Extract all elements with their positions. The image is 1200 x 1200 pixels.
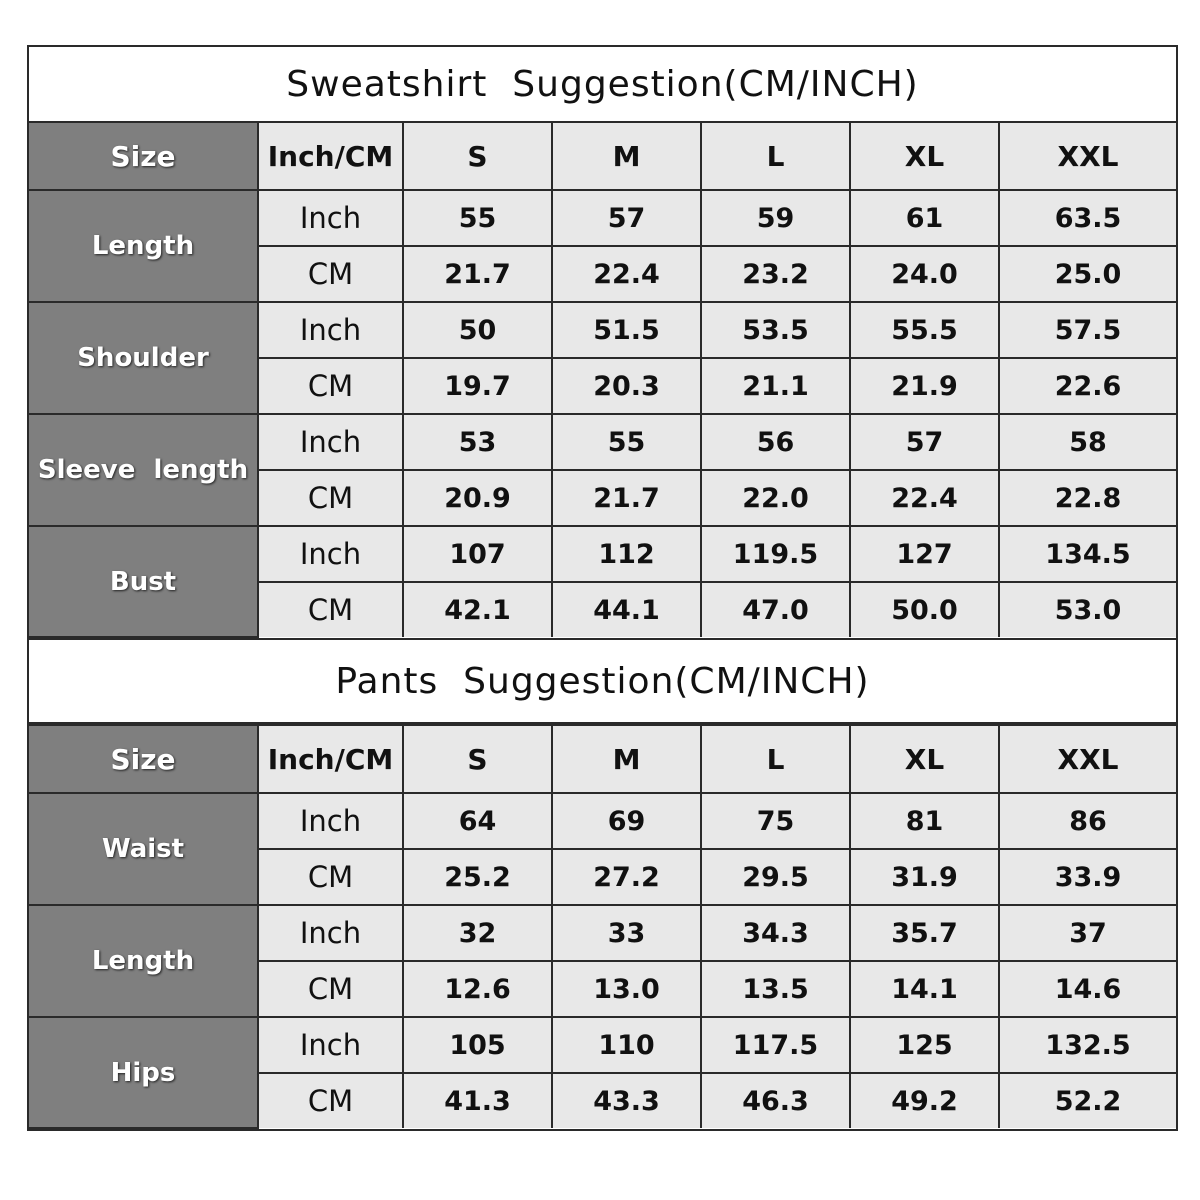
size-column-header: S: [403, 123, 552, 190]
measurement-label: Bust: [29, 526, 258, 637]
unit-label: CM: [258, 849, 403, 905]
value-cell: 55: [403, 190, 552, 246]
value-cell: 117.5: [701, 1017, 850, 1073]
value-cell: 12.6: [403, 961, 552, 1017]
value-cell: 21.9: [850, 358, 999, 414]
pants-table: [29, 724, 1176, 1129]
value-cell: 22.0: [701, 470, 850, 526]
unit-label: Inch: [258, 190, 403, 246]
measurement-label: Sleeve length: [29, 414, 258, 526]
value-cell: 20.9: [403, 470, 552, 526]
value-cell: 22.4: [552, 246, 701, 302]
value-cell: 105: [403, 1017, 552, 1073]
value-cell: 19.7: [403, 358, 552, 414]
value-cell: 57.5: [999, 302, 1176, 358]
value-cell: 75: [701, 793, 850, 849]
value-cell: 53: [403, 414, 552, 470]
table-row: [29, 414, 1176, 470]
size-column-header: M: [552, 123, 701, 190]
table-row: [29, 1017, 1176, 1073]
table-row: [29, 302, 1176, 358]
value-cell: 24.0: [850, 246, 999, 302]
unit-header: Inch/CM: [258, 123, 403, 190]
value-cell: 21.7: [403, 246, 552, 302]
value-cell: 86: [999, 793, 1176, 849]
size-column-header: M: [552, 725, 701, 793]
measurement-label: Hips: [29, 1017, 258, 1128]
value-cell: 33.9: [999, 849, 1176, 905]
unit-label: Inch: [258, 414, 403, 470]
unit-label: Inch: [258, 302, 403, 358]
value-cell: 27.2: [552, 849, 701, 905]
value-cell: 55.5: [850, 302, 999, 358]
value-cell: 81: [850, 793, 999, 849]
unit-label: Inch: [258, 905, 403, 961]
size-column-header: XXL: [999, 725, 1176, 793]
unit-label: CM: [258, 246, 403, 302]
table-row: [29, 526, 1176, 582]
value-cell: 50.0: [850, 582, 999, 637]
value-cell: 31.9: [850, 849, 999, 905]
value-cell: 63.5: [999, 190, 1176, 246]
pants-title: Pants Suggestion(CM/INCH): [29, 638, 1176, 724]
value-cell: 25.2: [403, 849, 552, 905]
value-cell: 57: [552, 190, 701, 246]
value-cell: 32: [403, 905, 552, 961]
value-cell: 49.2: [850, 1073, 999, 1128]
value-cell: 21.7: [552, 470, 701, 526]
measurement-label: Length: [29, 190, 258, 302]
value-cell: 13.5: [701, 961, 850, 1017]
value-cell: 43.3: [552, 1073, 701, 1128]
table-row: [29, 905, 1176, 961]
value-cell: 29.5: [701, 849, 850, 905]
table-row: [29, 793, 1176, 849]
size-column-header: XL: [850, 725, 999, 793]
size-column-header: L: [701, 725, 850, 793]
value-cell: 37: [999, 905, 1176, 961]
value-cell: 25.0: [999, 246, 1176, 302]
value-cell: 23.2: [701, 246, 850, 302]
value-cell: 55: [552, 414, 701, 470]
value-cell: 61: [850, 190, 999, 246]
value-cell: 127: [850, 526, 999, 582]
value-cell: 52.2: [999, 1073, 1176, 1128]
size-header: Size: [29, 123, 258, 190]
value-cell: 14.1: [850, 961, 999, 1017]
unit-label: Inch: [258, 526, 403, 582]
value-cell: 20.3: [552, 358, 701, 414]
value-cell: 35.7: [850, 905, 999, 961]
unit-header: Inch/CM: [258, 725, 403, 793]
value-cell: 42.1: [403, 582, 552, 637]
sweatshirt-table: [29, 123, 1176, 638]
value-cell: 51.5: [552, 302, 701, 358]
value-cell: 107: [403, 526, 552, 582]
value-cell: 58: [999, 414, 1176, 470]
value-cell: 57: [850, 414, 999, 470]
value-cell: 53.0: [999, 582, 1176, 637]
value-cell: 53.5: [701, 302, 850, 358]
value-cell: 22.6: [999, 358, 1176, 414]
value-cell: 119.5: [701, 526, 850, 582]
measurement-label: Length: [29, 905, 258, 1017]
value-cell: 56: [701, 414, 850, 470]
size-chart: [27, 45, 1178, 1131]
value-cell: 110: [552, 1017, 701, 1073]
header-row: [29, 123, 1176, 190]
value-cell: 44.1: [552, 582, 701, 637]
unit-label: CM: [258, 582, 403, 637]
value-cell: 22.8: [999, 470, 1176, 526]
value-cell: 47.0: [701, 582, 850, 637]
unit-label: CM: [258, 358, 403, 414]
table-row: [29, 190, 1176, 246]
sweatshirt-title: Sweatshirt Suggestion(CM/INCH): [29, 47, 1176, 123]
value-cell: 33: [552, 905, 701, 961]
value-cell: 34.3: [701, 905, 850, 961]
value-cell: 22.4: [850, 470, 999, 526]
unit-label: Inch: [258, 793, 403, 849]
unit-label: CM: [258, 961, 403, 1017]
size-header: Size: [29, 725, 258, 793]
value-cell: 64: [403, 793, 552, 849]
unit-label: Inch: [258, 1017, 403, 1073]
value-cell: 59: [701, 190, 850, 246]
value-cell: 41.3: [403, 1073, 552, 1128]
size-column-header: S: [403, 725, 552, 793]
value-cell: 112: [552, 526, 701, 582]
value-cell: 13.0: [552, 961, 701, 1017]
value-cell: 50: [403, 302, 552, 358]
value-cell: 21.1: [701, 358, 850, 414]
header-row: [29, 725, 1176, 793]
size-column-header: XXL: [999, 123, 1176, 190]
measurement-label: Waist: [29, 793, 258, 905]
value-cell: 46.3: [701, 1073, 850, 1128]
value-cell: 69: [552, 793, 701, 849]
value-cell: 14.6: [999, 961, 1176, 1017]
value-cell: 125: [850, 1017, 999, 1073]
size-column-header: L: [701, 123, 850, 190]
value-cell: 134.5: [999, 526, 1176, 582]
size-column-header: XL: [850, 123, 999, 190]
measurement-label: Shoulder: [29, 302, 258, 414]
unit-label: CM: [258, 1073, 403, 1128]
unit-label: CM: [258, 470, 403, 526]
value-cell: 132.5: [999, 1017, 1176, 1073]
